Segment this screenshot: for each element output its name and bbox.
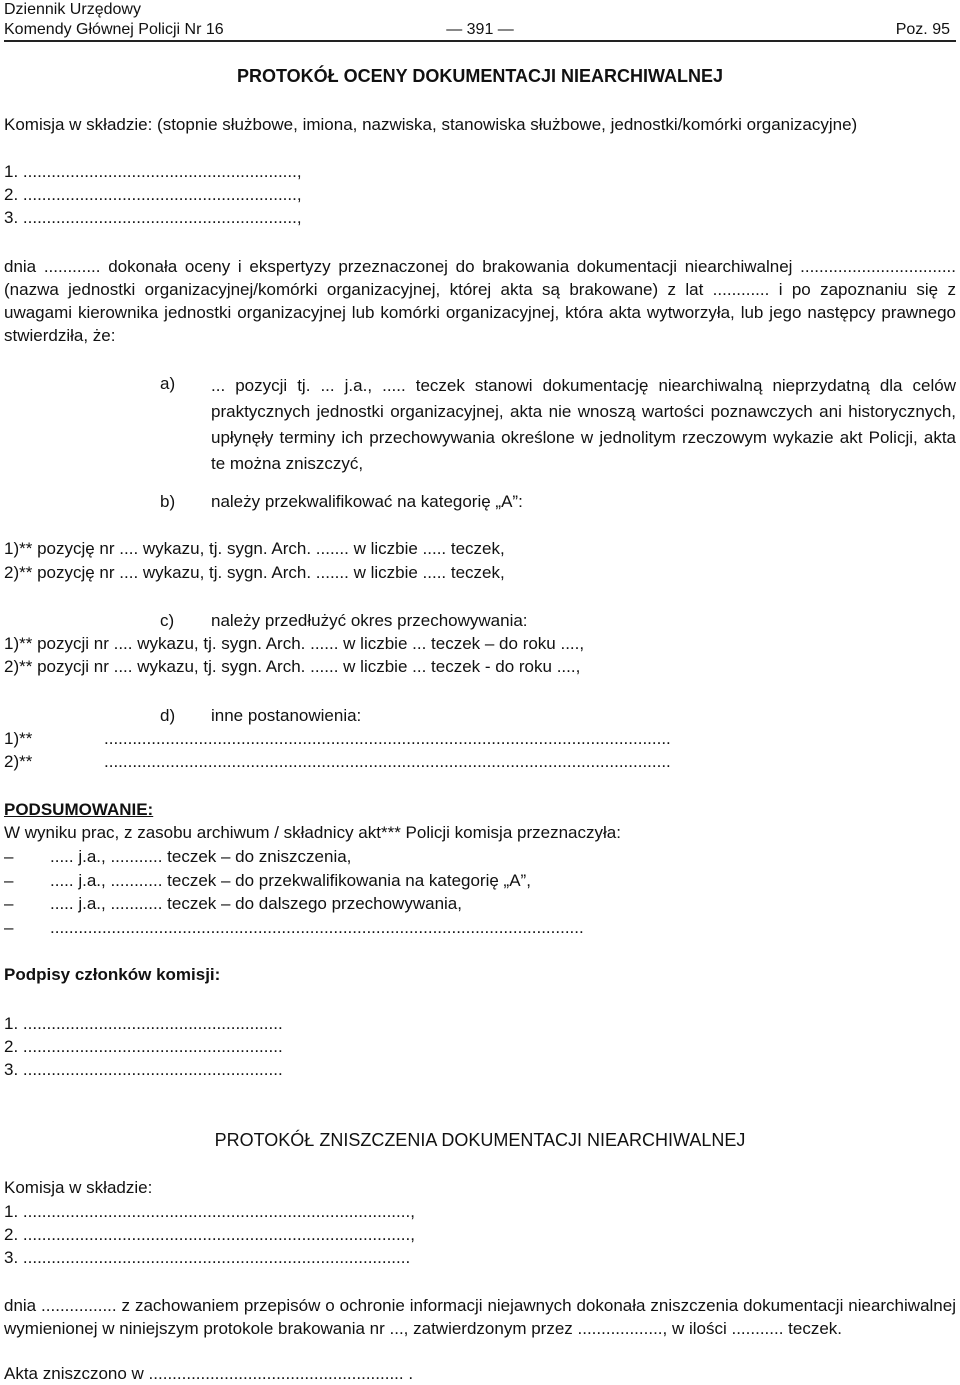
page-header bbox=[4, 0, 956, 42]
item-b-label: b) bbox=[160, 492, 176, 511]
protocol-destruction-title: PROTOKÓŁ ZNISZCZENIA DOKUMENTACJI NIEARCHIWALNEJ bbox=[214, 1130, 746, 1150]
summary-item-3: ..... j.a., ........... teczek – do dalszego przechowywania, bbox=[50, 894, 462, 913]
page-number: — 391 — bbox=[446, 21, 514, 38]
item-c-text: należy przedłużyć okres przechowywania: bbox=[211, 611, 528, 630]
destruction-member-2: 2. .................................................................................., bbox=[4, 1225, 415, 1244]
protocol-assessment-title: PROTOKÓŁ OCENY DOKUMENTACJI NIEARCHIWALNEJ bbox=[236, 66, 724, 86]
destruction-paragraph: dnia ................ z zachowaniem przepisów o ochronie informacji niejawnych dokonała zniszczenia dokumentacji niearchiwalnej wymienionej w niniejszym protokole brakowania nr ..., zatwierdzonym przez .................., w ilości ........... teczek. bbox=[4, 1296, 956, 1338]
item-d-dots-2: ........................................................................................................................ bbox=[104, 752, 671, 771]
signature-line-2: 2. ....................................................... bbox=[4, 1037, 283, 1056]
commission-member-3: 3. .........................................................., bbox=[4, 208, 302, 227]
commission-member-2: 2. .........................................................., bbox=[4, 185, 302, 204]
summary-item-2: ..... j.a., ........... teczek – do przekwalifikowania na kategorię „A”, bbox=[50, 871, 531, 890]
summary-intro: W wyniku prac, z zasobu archiwum / składnicy akt*** Policji komisja przeznaczyła: bbox=[4, 823, 621, 842]
destruction-place-line: Akta zniszczono w ...................................................... . bbox=[4, 1364, 414, 1383]
journal-issue: Komendy Głównej Policji Nr 16 bbox=[4, 21, 224, 38]
summary-heading: PODSUMOWANIE: bbox=[4, 800, 154, 819]
signatures-heading: Podpisy członków komisji: bbox=[4, 965, 221, 984]
destruction-member-1: 1. .................................................................................., bbox=[4, 1202, 415, 1221]
item-b-line-2: 2)** pozycję nr .... wykazu, tj. sygn. Arch. ....... w liczbie ..... teczek, bbox=[4, 563, 505, 582]
destruction-commission-intro: Komisja w składzie: bbox=[4, 1178, 153, 1197]
item-c-line-2: 2)** pozycji nr .... wykazu, tj. sygn. Arch. ...... w liczbie ... teczek - do roku ...., bbox=[4, 657, 581, 676]
item-b-line-1: 1)** pozycję nr .... wykazu, tj. sygn. Arch. ....... w liczbie ..... teczek, bbox=[4, 539, 505, 558]
summary-dash-3: – bbox=[4, 894, 14, 913]
journal-title: Dziennik Urzędowy bbox=[4, 1, 141, 18]
item-d-text: inne postanowienia: bbox=[211, 706, 362, 725]
item-d-num-1: 1)** bbox=[4, 729, 33, 748]
position-number: Poz. 95 bbox=[895, 21, 950, 38]
item-a-text: ... pozycji tj. ... j.a., ..... teczek stanowi dokumentację niearchiwalną nieprzydatną dla celów praktycznych jednostki organizacyjnej, akta nie wnoszą wartości poznawczych ani historycznych, upłynęły terminy ich przechowywania określone w jednolitym rzeczowym wykazie akt Policji, akta te można zniszczyć, bbox=[211, 376, 956, 473]
summary-dash-4: – bbox=[4, 918, 14, 937]
commission-intro: Komisja w składzie: (stopnie służbowe, imiona, nazwiska, stanowiska służbowe, jednostki/komórki organizacyjne) bbox=[4, 115, 858, 134]
assessment-paragraph: dnia ............ dokonała oceny i ekspertyzy przeznaczonej do brakowania dokumentacji niearchiwalnej ................................. (nazwa jednostki organizacyjnej/komórki organizacyjnej, której akta są brakowane) z lat ............ i po zapoznaniu się z uwagami kierownika jednostki organizacyjnej lub komórki organizacyjnej, która akta wytworzyła, lub jego następcy prawnego stwierdziła, że: bbox=[4, 257, 956, 345]
signature-line-3: 3. ....................................................... bbox=[4, 1060, 283, 1079]
item-d-label: d) bbox=[160, 706, 176, 725]
summary-dash-1: – bbox=[4, 847, 14, 866]
item-a-label: a) bbox=[160, 374, 176, 393]
destruction-member-3: 3. .................................................................................. bbox=[4, 1248, 411, 1267]
summary-dash-2: – bbox=[4, 871, 14, 890]
commission-member-1: 1. .........................................................., bbox=[4, 162, 302, 181]
item-c-label: c) bbox=[160, 611, 175, 630]
item-d-num-2: 2)** bbox=[4, 752, 33, 771]
item-c-line-1: 1)** pozycji nr .... wykazu, tj. sygn. Arch. ...... w liczbie ... teczek – do roku ...., bbox=[4, 634, 585, 653]
signature-line-1: 1. ....................................................... bbox=[4, 1014, 283, 1033]
item-b-text: należy przekwalifikować na kategorię „A”: bbox=[211, 492, 523, 511]
item-d-dots-1: ........................................................................................................................ bbox=[104, 729, 671, 748]
summary-item-1: ..... j.a., ........... teczek – do zniszczenia, bbox=[50, 847, 352, 866]
summary-item-4: ................................................................................................................. bbox=[50, 918, 584, 937]
